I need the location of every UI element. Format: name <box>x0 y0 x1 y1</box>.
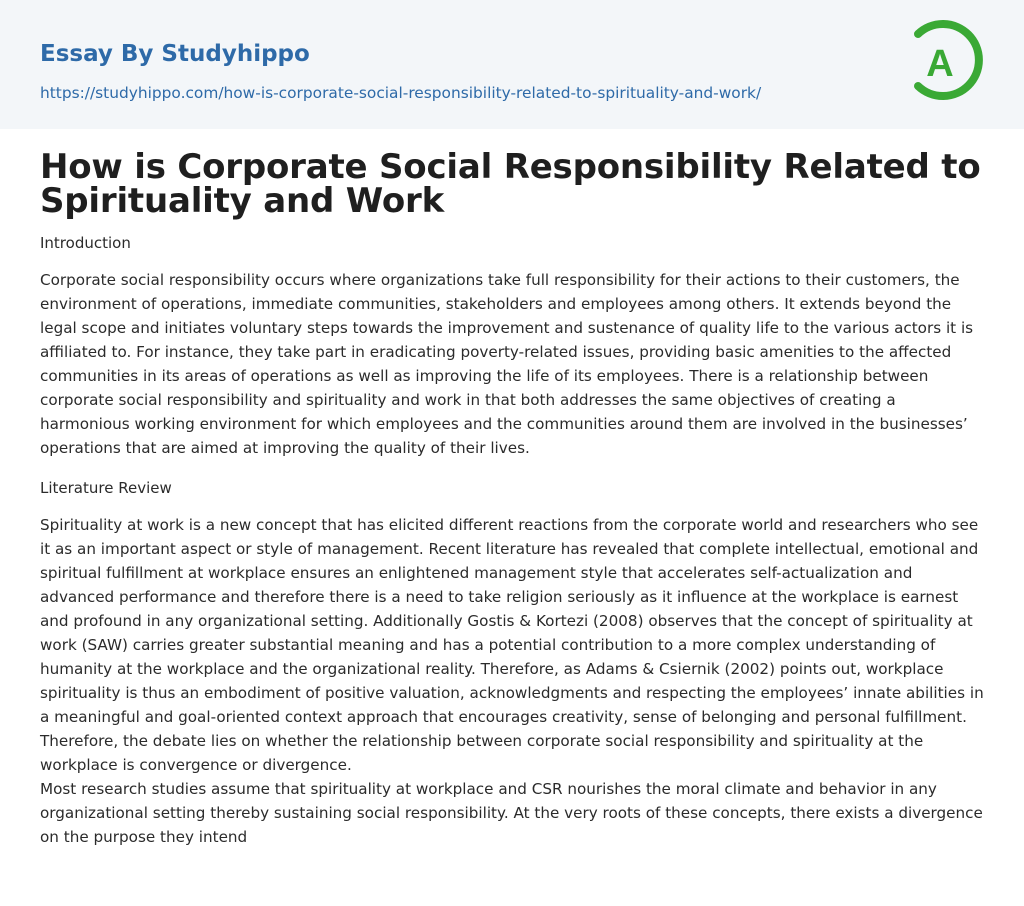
logo-letter: A <box>926 43 954 85</box>
introduction-paragraph: Corporate social responsibility occurs where organizations take full responsibility for their actions to their customers, the environment of operations, immediate communities, stakeholders and employees among others. It extends beyond the legal scope and initiates voluntary steps towards the improvement and sustenance of quality life to the various actors it is affiliated to. For instance, they take part in eradicating poverty-related issues, providing basic amenities to the affected communities in its areas of operations as well as improving the life of its employees. There is a relationship between corporate social responsibility and spirituality and work in that both addresses the same objectives of creating a harmonious working environment for which employees and the communities around them are involved in the businesses’ operations that are aimed at improving the quality of their lives. <box>40 271 974 457</box>
section-heading-literature-review: Literature Review <box>40 479 172 497</box>
literature-review-paragraph: Spirituality at work is a new concept that has elicited different reactions from the corporate world and researchers who see it as an important aspect or style of management. Recent literature has revealed that complete intellectual, emotional and spiritual fulfillment at workplace ensures an enlightened management style that accelerates self-actualization and advanced performance and therefore there is a need to take religion seriously as it influence at the workplace is earnest and profound in any organizational setting. Additionally Gostis & Kortezi (2008) observes that the concept of spirituality at work (SAW) carries greater substantial meaning and has a potential contribution to a more complex understanding of humanity at the workplace and the organizational reality. Therefore, as Adams & Csiernik (2002) points out, workplace spirituality is thus an embodiment of positive valuation, acknowledgments and respecting the employees’ innate abilities in a meaningful and goal-oriented context approach that encourages creativity, sense of belonging and personal fulfillment. Therefore, the debate lies on whether the relationship between corporate social responsibility and spirituality at the workplace is convergence or divergence. <box>40 516 984 774</box>
studyhippo-logo-icon[interactable] <box>912 18 988 106</box>
site-header <box>0 0 1024 129</box>
source-url-link[interactable]: https://studyhippo.com/how-is-corporate-social-responsibility-related-to-spirituality-and-work/ <box>40 84 762 102</box>
section-heading-introduction: Introduction <box>40 234 131 252</box>
literature-review-paragraph-2: Most research studies assume that spirituality at workplace and CSR nourishes the moral climate and behavior in any organizational setting thereby sustaining social responsibility. At the very roots of these concepts, there exists a divergence on the purpose they intend <box>40 780 983 846</box>
brand-title[interactable]: Essay By Studyhippo <box>40 41 310 67</box>
page-title: How is Corporate Social Responsibility Related to Spirituality and Work <box>40 147 981 221</box>
